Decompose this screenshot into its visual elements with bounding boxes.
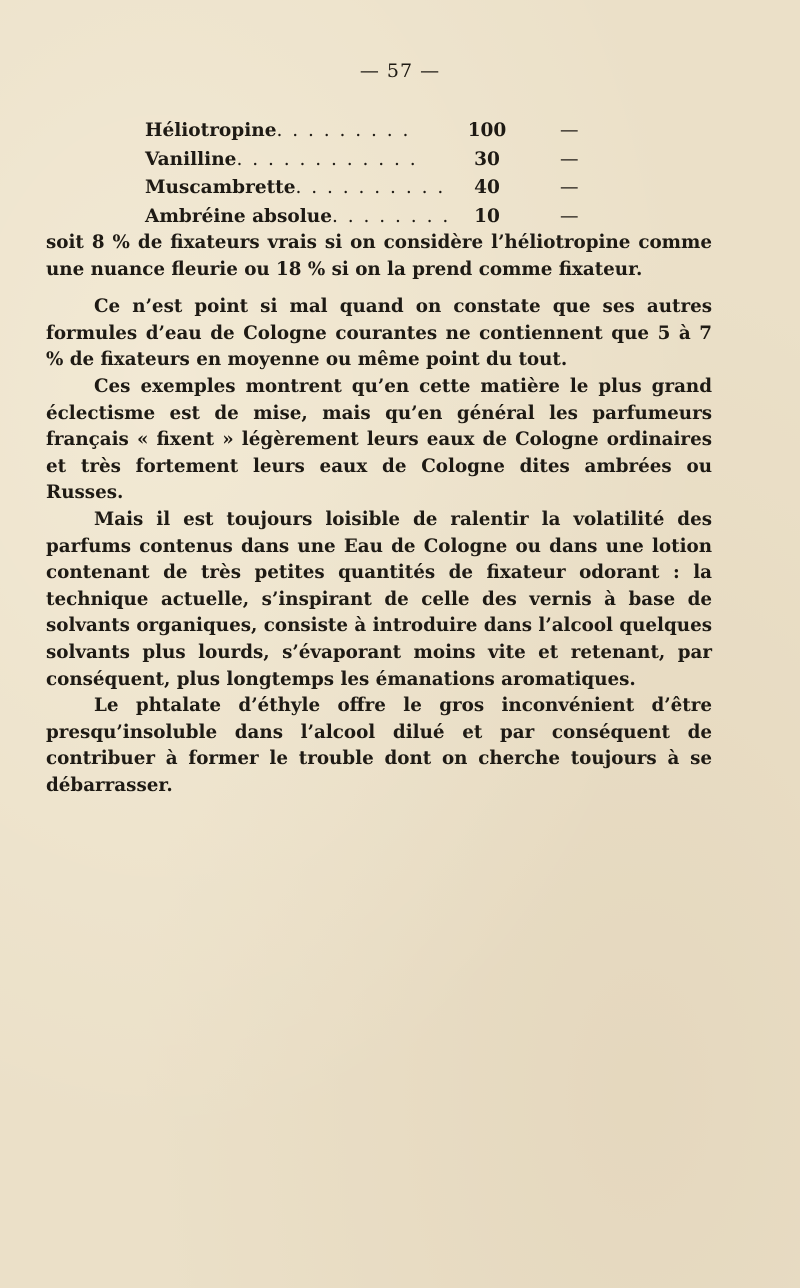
ditto-dash: —	[560, 120, 579, 141]
paragraph: Ces exemples montrent qu’en cette matière le plus grand éclectisme est de mise, mais qu’en général les parfumeurs français « fixent » légèrement leurs eaux de Cologne ordinaires et très fortement leurs eaux de Cologne dites ambrées ou Russes.	[46, 375, 712, 504]
ditto-dash: —	[560, 177, 579, 198]
ditto-dash: —	[560, 148, 579, 170]
paragraph: Le phtalate d’éthyle offre le gros inconvénient d’être presqu’insoluble dans l’alcool dilué et par conséquent de contribuer à former le trouble dont on cherche toujours à se débarrasser.	[46, 695, 712, 796]
paragraph: soit 8 % de fixateurs vrais si on considère l’héliotropine comme une nuance fleurie ou 18 % si on la prend comme fixateur.	[46, 232, 712, 280]
ingredient-quantity: 40	[474, 177, 500, 198]
ingredient-name: Héliotropine. . . . . . . . .	[145, 120, 411, 141]
formula-row	[145, 116, 605, 145]
ingredient-name: Vanilline. . . . . . . . . . . .	[145, 148, 418, 170]
ditto-dash: —	[560, 205, 579, 227]
leader-dots: . . . . . . . .	[332, 205, 451, 227]
ingredient-quantity: 100	[467, 120, 507, 141]
formula-row	[145, 202, 605, 231]
paragraph: Ce n’est point si mal quand on constate que ses autres formules d’eau de Cologne courantes ne contiennent que 5 à 7 % de fixateurs en moyenne ou même point du tout.	[46, 296, 712, 371]
leader-dots: . . . . . . . . .	[276, 120, 411, 141]
ingredient-quantity: 30	[474, 148, 500, 170]
page-number: — 57 —	[359, 60, 441, 82]
leader-dots: . . . . . . . . . . . .	[236, 148, 418, 170]
paragraph: Mais il est toujours loisible de ralentir la volatilité des parfums contenus dans une Eau de Cologne ou dans une lotion contenant de très petites quantités de fixateur odorant : la technique actuelle, s’inspirant de celle des vernis à base de solvants organiques, consiste à introduire dans l’alcool quelques solvants plus lourds, s’évaporant moins vite et retenant, par conséquent, plus longtemps les émanations aromatiques.	[46, 508, 712, 690]
ingredient-quantity: 10	[474, 205, 500, 227]
ingredient-name: Ambréine absolue. . . . . . . .	[145, 205, 451, 227]
leader-dots: . . . . . . . . . .	[295, 177, 446, 198]
formula-row	[145, 173, 605, 202]
formula-table	[145, 116, 605, 230]
ingredient-name: Muscambrette. . . . . . . . . .	[145, 177, 446, 198]
formula-row	[145, 145, 605, 174]
body-text	[46, 230, 712, 799]
